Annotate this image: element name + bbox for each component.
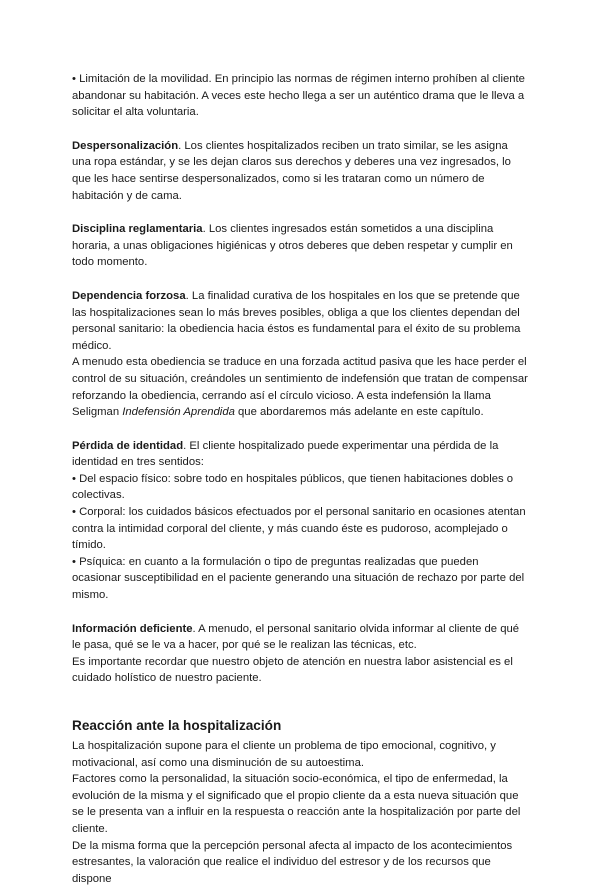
perdida-bullet-espacio: • Del espacio físico: sobre todo en hospitales públicos, que tienen habitaciones dobles o colectivas.	[72, 472, 514, 502]
despersonalizacion-paragraph	[72, 138, 528, 204]
informacion-text: . A menudo, el personal sanitario olvida informar al cliente de qué le pasa, qué se le va a hacer, por qué se le realizan las técnicas, etc.	[72, 622, 520, 652]
perdida-bullet-corporal: • Corporal: los cuidados básicos efectuados por el personal sanitario en ocasiones atentan contra la intimidad corporal del cliente, y más cuando éste es pudoroso, acomplejado o tímido.	[72, 506, 526, 552]
despersonalizacion-text: . Los clientes hospitalizados reciben un trato similar, se les asigna una ropa estándar, y se les dejan claros sus derechos y deberes una vez ingresados, lo que les hace sentirse despersonalizados, como si les trataran como un número de habitación y de cama.	[72, 139, 511, 202]
informacion-paragraph	[72, 621, 528, 654]
reaccion-paragraph-2: Factores como la personalidad, la situación socio-económica, el tipo de enfermedad, la evolución de la misma y el significado que el propio cliente da a esta nueva situación que se le presenta van a influir en la respuesta o reacción ante la hospitalización por parte del cliente.	[72, 773, 521, 835]
despersonalizacion-term: Despersonalización	[72, 139, 179, 152]
informacion-term: Información deficiente	[72, 622, 193, 635]
dependencia-p2-text: A menudo esta obediencia se traduce en una forzada actitud pasiva que les hace perder el control de su situación, creándoles un sentimiento de indefensión que tratan de compensar reforzando la obediencia, cerrando así el círculo vicioso. A esta indefensión la llama Seligman	[72, 356, 528, 419]
informacion-paragraph-2: Es importante recordar que nuestro objeto de atención en nuestra labor asistencial es el cuidado holístico de nuestro paciente.	[72, 655, 513, 685]
perdida-paragraph	[72, 438, 528, 471]
disciplina-paragraph	[72, 221, 528, 271]
document-page	[72, 71, 528, 887]
reaccion-paragraph-3: De la misma forma que la percepción personal afecta al impacto de los acontecimientos estresantes, la valoración que realice el individuo del estresor y de los recursos que dispone	[72, 839, 513, 885]
dependencia-text: . La finalidad curativa de los hospitales en los que se pretende que las hospitalizaciones sean lo más breves posibles, obliga a que los clientes dependan del personal sanitario: la obediencia hacia éstos es fundamental para el éxito de su problema médico.	[72, 289, 521, 352]
disciplina-term: Disciplina reglamentaria	[72, 223, 203, 236]
indefension-aprendida-term: Indefensión Aprendida	[122, 406, 235, 419]
perdida-term: Pérdida de identidad	[72, 439, 184, 452]
reaccion-heading: Reacción ante la hospitalización	[72, 718, 282, 733]
reaccion-paragraph-1: La hospitalización supone para el cliente un problema de tipo emocional, cognitivo, y motivacional, así como una disminución de su autoestima.	[72, 740, 496, 769]
dependencia-paragraph-2	[72, 354, 528, 420]
dependencia-p2-end: que abordaremos más adelante en este capítulo.	[234, 406, 484, 419]
dependencia-term: Dependencia forzosa	[72, 289, 186, 302]
disciplina-text: . Los clientes ingresados están sometidos a una disciplina horaria, a unas obligaciones higiénicas y otros deberes que deben respetar y cumplir en todo momento.	[72, 223, 513, 269]
dependencia-paragraph	[72, 288, 528, 354]
perdida-text: . El cliente hospitalizado puede experimentar una pérdida de la identidad en tres sentidos:	[72, 439, 499, 469]
limitacion-bullet: • Limitación de la movilidad. En principio las normas de régimen interno prohíben al cliente abandonar su habitación. A veces este hecho llega a ser un auténtico drama que le lleva a solicitar el alta voluntaria.	[72, 73, 525, 119]
perdida-bullet-psiquica: • Psíquica: en cuanto a la formulación o tipo de preguntas realizadas que pueden ocasionar susceptibilidad en el paciente generando una situación de rechazo por parte del mismo.	[72, 555, 525, 602]
